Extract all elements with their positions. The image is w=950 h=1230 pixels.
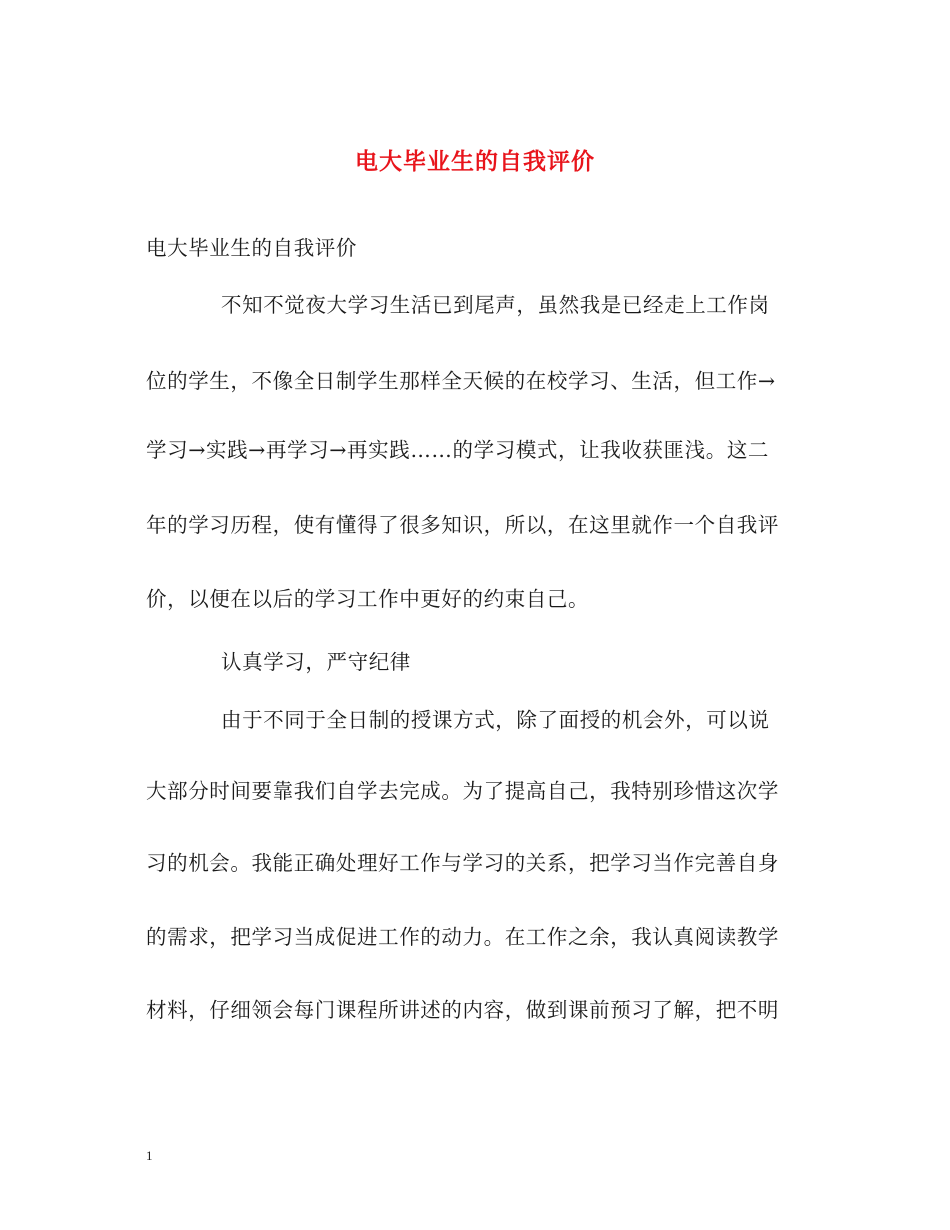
section-heading: 认真学习，严守纪律	[221, 650, 411, 674]
paragraph-line: 年的学习历程，使有懂得了很多知识，所以，在这里就作一个自我评	[146, 513, 779, 537]
paragraph-line: 的需求，把学习当成促进工作的动力。在工作之余，我认真阅读教学	[146, 925, 779, 949]
paragraph-line: 由于不同于全日制的授课方式，除了面授的机会外，可以说	[221, 708, 770, 732]
paragraph-line: 学习→实践→再学习→再实践……的学习模式，让我收获匪浅。这二	[146, 438, 770, 462]
paragraph-line: 位的学生，不像全日制学生那样全天候的在校学习、生活，但工作→	[146, 369, 776, 393]
paragraph-line: 材料，仔细领会每门课程所讲述的内容，做到课前预习了解，把不明	[146, 998, 779, 1022]
paragraph-line: 大部分时间要靠我们自学去完成。为了提高自己，我特别珍惜这次学	[146, 779, 779, 803]
paragraph-line: 不知不觉夜大学习生活已到尾声，虽然我是已经走上工作岗	[221, 293, 770, 317]
paragraph-line: 习的机会。我能正确处理好工作与学习的关系，把学习当作完善自身	[146, 851, 779, 875]
document-title: 电大毕业生的自我评价	[355, 148, 595, 175]
paragraph-line: 价，以便在以后的学习工作中更好的约束自己。	[146, 587, 590, 611]
document-subtitle: 电大毕业生的自我评价	[146, 236, 357, 260]
page-number: 1	[146, 1148, 153, 1163]
